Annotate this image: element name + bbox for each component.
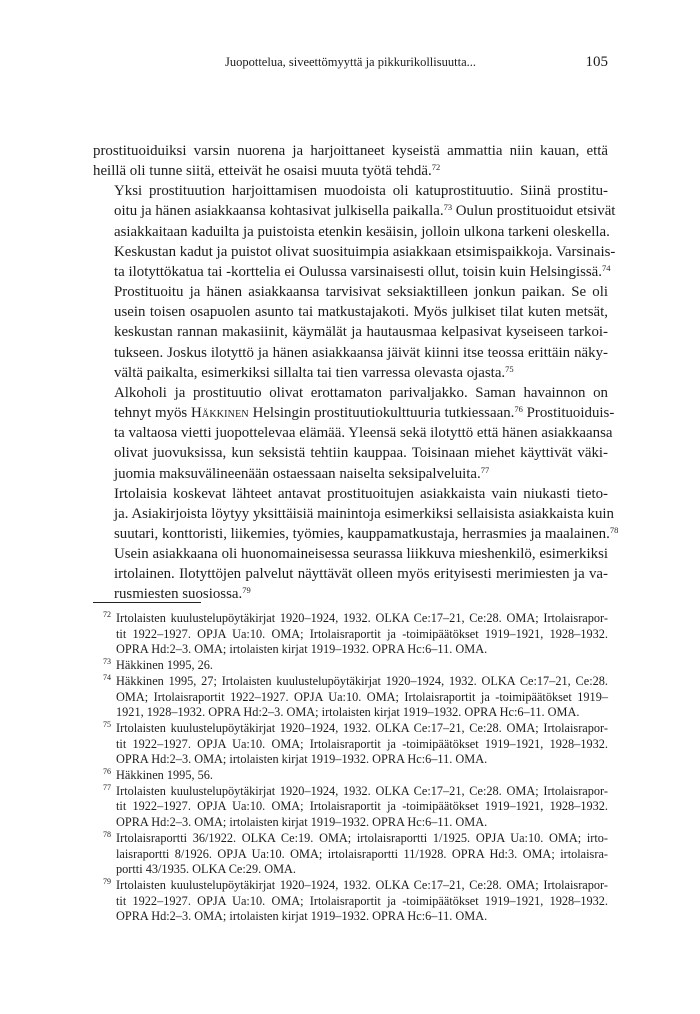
text-line <box>93 544 608 564</box>
footnote <box>93 611 608 658</box>
text-segment: Oulun prostituoidut etsivät <box>452 203 616 220</box>
text-segment: ta ilotyttökatua tai -korttelia ei Oulussa varsinaisesti ollut, toisin kuin Helsingissä. <box>114 263 603 280</box>
text-line <box>93 423 613 443</box>
footnote <box>93 658 608 674</box>
text-segment: Prostituoitu ja hänen asiakkaansa tarvisivat seksiaktilleen jonkun paikan. Se oli <box>114 284 608 301</box>
text-segment: vältä paikalta, esimerkiksi sillalta tai tien varressa olevasta ojasta. <box>114 364 506 381</box>
footnote-line: OPRA Hd:2–3. OMA; irtolaisten kirjat 1919–1932. OPRA Hc:6–11. OMA. <box>116 815 488 830</box>
footnote-line: Häkkinen 1995, 27; Irtolaisten kuulustelupöytäkirjat 1920–1924, 1932. OLKA Ce:17–21, Ce:28. <box>116 673 608 688</box>
text-line <box>93 141 608 161</box>
text-segment: juomia maksuvälineenään ostaessaan naiselta seksipalveluita. <box>114 465 481 482</box>
text-segment: irtolainen. Ilotyttöjen palvelut näyttävät olleen myös erityisesti merimiesten ja va- <box>114 566 608 583</box>
footnote-line: OPRA Hd:2–3. OMA; irtolaisten kirjat 1919–1932. OPRA Hc:6–11. OMA. <box>116 909 488 924</box>
body-text <box>93 141 619 605</box>
footnote-line: 1921, 1928–1932. OPRA Hd:2–3. OMA; irtolaisten kirjat 1919–1932. OPRA Hc:6–11. OMA. <box>116 705 580 720</box>
footnote-line: tit 1922–1927. OPJA Ua:10. OMA; Irtolaisraportit ja -toimipäätökset 1919–1921, 1928–1932. <box>116 893 608 908</box>
footnote-line: Häkkinen 1995, 56. <box>116 768 213 783</box>
footnote-line: tit 1922–1927. OPJA Ua:10. OMA; Irtolaisraportit ja -toimipäätökset 1919–1921, 1928–1932. <box>116 799 608 814</box>
footnote-number: 76 <box>103 767 111 777</box>
text-segment: tukseen. Joskus ilotyttö ja hänen asiakkaansa jäivät kiinni itse teossa erittäin näky- <box>114 344 608 361</box>
text-line <box>93 322 608 342</box>
text-segment: usein toisen osapuolen asunto tai matkustajakoti. Myös julkiset tilat kuten metsät, <box>114 304 608 321</box>
author-name: Häkkinen <box>190 405 249 422</box>
footnote-number: 79 <box>103 876 111 886</box>
text-segment: ta valtaosa vietti juopottelevaa elämää. Yleensä sekä ilotyttö että hänen asiakkaansa <box>114 425 613 442</box>
footnote-line: tit 1922–1927. OPJA Ua:10. OMA; Irtolaisraportit ja -toimipäätökset 1919–1921, 1928–1932. <box>116 736 608 751</box>
footnote-line: Irtolaisraportti 36/1922. OLKA Ce:19. OMA; irtolaisraportti 1/1925. OPJA Ua:10. OMA; irto- <box>116 830 608 845</box>
text-line <box>93 524 619 544</box>
footnote-line: laisraportti 8/1926. OPJA Ua:10. OMA; irtolaisraportti 11/1928. OPRA Hd:3. OMA; irtolaisra- <box>116 846 608 861</box>
text-segment: Irtolaisia koskevat lähteet antavat prostituoitujen asiakkaista vain niukasti tieto- <box>114 485 608 502</box>
text-segment: olivat juovuksissa, kun seksistä tehtiin kauppaa. Toisinaan miehet käyttivät väki- <box>114 445 608 462</box>
footnote-ref: 72 <box>431 162 441 173</box>
text-segment: Keskustan kadut ja puistot olivat suosituimpia asiakkaan etsimispaikkoja. Varsinais- <box>114 243 616 260</box>
text-segment: keskustan rannan makasiinit, käymälät ja hautausmaa kelpasivat kyseiseen tarkoi- <box>114 324 608 341</box>
footnote-line: Irtolaisten kuulustelupöytäkirjat 1920–1924, 1932. OLKA Ce:17–21, Ce:28. OMA; Irtolaisrapor- <box>116 720 608 735</box>
text-segment: Helsingin prostituutiokulttuuria tutkiessaan. <box>248 405 515 422</box>
footnote-line: Irtolaisten kuulustelupöytäkirjat 1920–1924, 1932. OLKA Ce:17–21, Ce:28. OMA; Irtolaisrapor- <box>116 783 608 798</box>
footnote-line: portti 43/1935. OLKA Ce:29. OMA. <box>116 862 297 877</box>
text-line <box>93 242 616 262</box>
footnote-number: 73 <box>103 657 111 667</box>
text-segment: Prostituoiduis- <box>522 405 615 422</box>
text-segment: Alkoholi ja prostituutio olivat erottamaton parivaljakko. Saman havainnon on <box>114 384 608 401</box>
footnote-rule <box>93 602 201 603</box>
footnote <box>93 831 608 878</box>
text-line <box>93 564 608 584</box>
footnote-line: OPRA Hd:2–3. OMA; irtolaisten kirjat 1919–1932. OPRA Hc:6–11. OMA. <box>116 752 488 767</box>
text-segment: rusmiesten suosiossa. <box>114 586 243 603</box>
text-line <box>93 302 608 322</box>
text-line <box>93 403 615 423</box>
text-segment: Usein asiakkaana oli huonomaineisessa seurassa liikkuva mieshenkilö, esimerkiksi <box>114 546 608 563</box>
running-head <box>0 54 700 72</box>
text-segment: asiakkaitaan kaduilta ja puistoista etenkin kesäisin, jolloin ulkona tarkeni oleskella. <box>114 223 610 240</box>
page-number: 105 <box>585 54 608 70</box>
footnote-ref: 75 <box>505 363 514 374</box>
footnote <box>93 768 608 784</box>
footnote-ref: 78 <box>609 524 619 535</box>
text-line <box>93 161 608 181</box>
footnotes <box>93 611 608 925</box>
text-line <box>93 484 608 504</box>
footnote <box>93 721 608 768</box>
running-title: Juopottelua, siveettömyyttä ja pikkurikollisuutta... <box>224 55 476 69</box>
footnote-line: Irtolaisten kuulustelupöytäkirjat 1920–1924, 1932. OLKA Ce:17–21, Ce:28. OMA; Irtolaisrapor- <box>116 877 608 892</box>
text-segment: Yksi prostituution harjoittamisen muodoista oli katuprostituutio. Siinä prostitu- <box>114 183 608 200</box>
text-segment: heillä oli tunne siitä, etteivät he osaisi muuta työtä tehdä. <box>93 163 432 180</box>
text-segment: ja. Asiakirjoista löytyy yksittäisiä mainintoja esimerkiksi sellaisista asiakkaista kuin <box>114 505 614 522</box>
paragraph <box>93 484 619 605</box>
footnote-number: 74 <box>103 672 111 682</box>
text-segment: prostituoiduiksi varsin nuorena ja harjoittaneet kyseistä ammattia niin kauan, että <box>93 143 608 159</box>
footnote <box>93 878 608 925</box>
text-line <box>93 464 608 484</box>
text-segment: oitu ja hänen asiakkaansa kohtasivat julkisella paikalla. <box>114 203 444 220</box>
footnote-ref: 74 <box>602 262 611 273</box>
paragraph <box>93 383 615 484</box>
footnote-number: 75 <box>103 719 111 729</box>
text-line <box>93 262 611 282</box>
text-line <box>93 504 614 524</box>
footnote-number: 78 <box>103 829 111 839</box>
text-line <box>93 282 608 302</box>
footnote-line: Irtolaisten kuulustelupöytäkirjat 1920–1924, 1932. OLKA Ce:17–21, Ce:28. OMA; Irtolaisrapor- <box>116 611 608 625</box>
footnote-line: OMA; Irtolaisraportit 1922–1927. OPJA Ua:10. OMA; Irtolaisraportit ja -toimipäätökset 1919– <box>116 689 608 704</box>
paragraph <box>93 282 608 383</box>
footnote-ref: 76 <box>514 404 523 415</box>
footnote-number: 72 <box>103 610 111 619</box>
footnote-ref: 79 <box>242 585 251 596</box>
paragraph <box>93 181 616 282</box>
text-line <box>93 181 608 201</box>
text-line <box>93 222 608 242</box>
footnote <box>93 784 608 831</box>
footnote-line: Häkkinen 1995, 26. <box>116 658 213 673</box>
footnote-number: 77 <box>103 782 111 792</box>
text-line <box>93 363 608 383</box>
footnote <box>93 674 608 721</box>
footnote-ref: 77 <box>480 464 490 475</box>
text-line <box>93 443 608 463</box>
text-segment: suutari, konttoristi, liikemies, työmies, kauppamatkustaja, herrasmies ja maalainen. <box>114 525 610 542</box>
footnote-line: tit 1922–1927. OPJA Ua:10. OMA; Irtolaisraportit ja -toimipäätökset 1919–1921, 1928–1932. <box>116 626 608 641</box>
text-line <box>93 201 616 221</box>
text-segment: tehnyt myös <box>114 405 191 422</box>
paragraph <box>93 141 608 181</box>
text-line <box>93 343 608 363</box>
text-line <box>93 383 608 403</box>
footnote-line: OPRA Hd:2–3. OMA; irtolaisten kirjat 1919–1932. OPRA Hc:6–11. OMA. <box>116 642 488 657</box>
footnote-ref: 73 <box>443 202 453 213</box>
